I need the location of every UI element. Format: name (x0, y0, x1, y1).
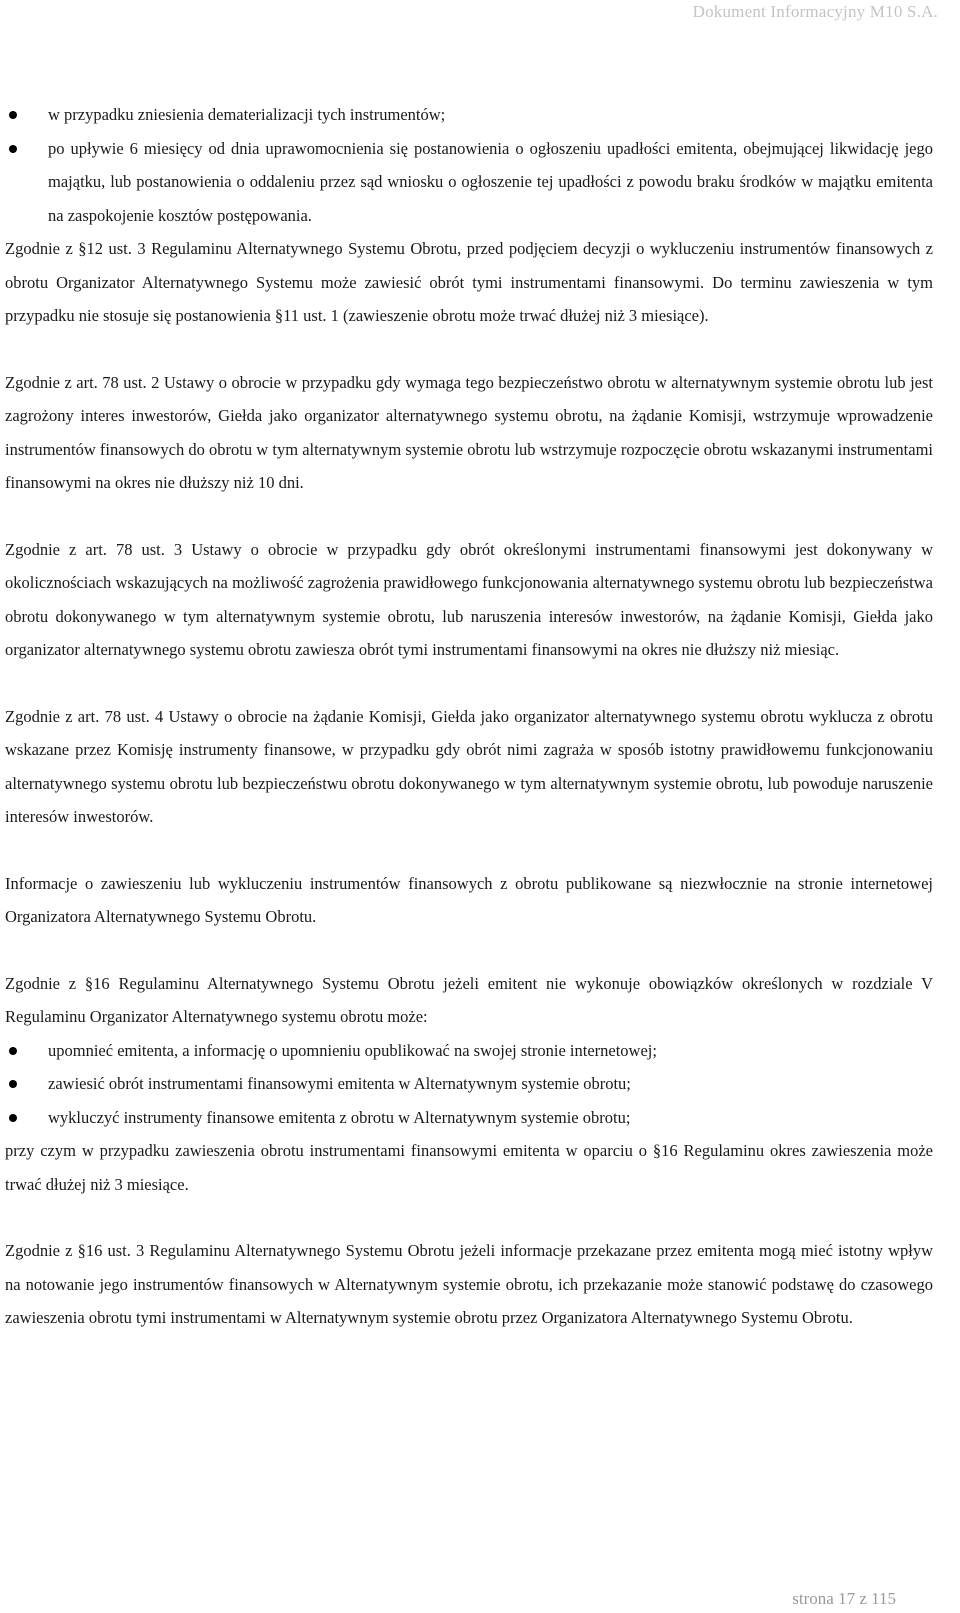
paragraph-16-3: Zgodnie z §16 ust. 3 Regulaminu Alternatywnego Systemu Obrotu jeżeli informacje przekazane przez emitenta mogą mieć istotny wpływ na notowanie jego instrumentów finansowych w Alternatywnym systemie obrotu, ich przekazanie może stanowić podstawę do czasowego zawieszenia obrotu tymi instrumentami w Alternatywnym systemie obrotu przez Organizatora Alternatywnego Systemu Obrotu. (5, 1241, 933, 1327)
bullet-list-sanctions (5, 1034, 933, 1135)
paragraph-art78-4: Zgodnie z art. 78 ust. 4 Ustawy o obrocie na żądanie Komisji, Giełda jako organizator alternatywnego systemu obrotu wyklucza z obrotu wskazane przez Komisję instrumenty finansowe, w przypadku gdy obrót nimi zagraża w sposób istotny prawidłowemu funkcjonowaniu alternatywnego systemu obrotu lub bezpieczeństwu obrotu dokonywanego w tym alternatywnym systemie obrotu, lub powoduje naruszenie interesów inwestorów. (5, 706, 933, 826)
list-item: zawiesić obrót instrumentami finansowymi emitenta w Alternatywnym systemie obrotu; (5, 1067, 933, 1101)
paragraph-spacer (5, 1201, 933, 1234)
document-body (5, 98, 933, 1335)
list-item: upomnieć emitenta, a informację o upomnieniu opublikować na swojej stronie internetowej; (5, 1034, 933, 1068)
bullet-list-top (5, 98, 933, 232)
paragraph-spacer (5, 834, 933, 867)
paragraph-16-suspension-period: przy czym w przypadku zawieszenia obrotu instrumentami finansowymi emitenta w oparciu o §16 Regulaminu okres zawieszenia może trwać dłużej niż 3 miesiące. (5, 1141, 933, 1194)
paragraph-art78-3: Zgodnie z art. 78 ust. 3 Ustawy o obrocie w przypadku gdy obrót określonymi instrumentami finansowymi jest dokonywany w okolicznościach wskazujących na możliwość zagrożenia prawidłowego funkcjonowania alternatywnego systemu obrotu lub bezpieczeństwa obrotu dokonywanego w tym alternatywnym systemie obrotu, lub naruszenia interesów inwestorów, na żądanie Komisji, Giełda jako organizator alternatywnego systemu obrotu zawiesza obrót tymi instrumentami finansowymi na okres nie dłuższy niż miesiąc. (5, 539, 933, 659)
list-item: po upływie 6 miesięcy od dnia uprawomocnienia się postanowienia o ogłoszeniu upadłości emitenta, obejmującej likwidację jego majątku, lub postanowienia o oddaleniu przez sąd wniosku o ogłoszenie tej upadłości z powodu braku środków w majątku emitenta na zaspokojenie kosztów postępowania. (5, 132, 933, 233)
paragraph-spacer (5, 500, 933, 533)
document-header-title: Dokument Informacyjny M10 S.A. (692, 2, 938, 21)
paragraph-16: Zgodnie z §16 Regulaminu Alternatywnego Systemu Obrotu jeżeli emitent nie wykonuje obowiązków określonych w rozdziale V Regulaminu Organizator Alternatywnego systemu obrotu może: (5, 973, 933, 1026)
paragraph-art78-2: Zgodnie z art. 78 ust. 2 Ustawy o obrocie w przypadku gdy wymaga tego bezpieczeństwo obrotu w alternatywnym systemie obrotu lub jest zagrożony interes inwestorów, Giełda jako organizator alternatywnego systemu obrotu, na żądanie Komisji, wstrzymuje wprowadzenie instrumentów finansowych do obrotu w tym alternatywnym systemie obrotu lub wstrzymuje rozpoczęcie obrotu wskazanymi instrumentami finansowymi na okres nie dłuższy niż 10 dni. (5, 372, 933, 492)
paragraph-spacer (5, 667, 933, 700)
page-number: strona 17 z 115 (792, 1589, 896, 1608)
paragraph-spacer (5, 934, 933, 967)
paragraph-12-3: Zgodnie z §12 ust. 3 Regulaminu Alternatywnego Systemu Obrotu, przed podjęciem decyzji o wykluczeniu instrumentów finansowych z obrotu Organizator Alternatywnego Systemu może zawiesić obrót tymi instrumentami finansowymi. Do terminu zawieszenia w tym przypadku nie stosuje się postanowienia §11 ust. 1 (zawieszenie obrotu może trwać dłużej niż 3 miesiące). (5, 239, 933, 325)
paragraph-publication: Informacje o zawieszeniu lub wykluczeniu instrumentów finansowych z obrotu publikowane są niezwłocznie na stronie internetowej Organizatora Alternatywnego Systemu Obrotu. (5, 873, 933, 926)
list-item: wykluczyć instrumenty finansowe emitenta z obrotu w Alternatywnym systemie obrotu; (5, 1101, 933, 1135)
list-item: w przypadku zniesienia dematerializacji tych instrumentów; (5, 98, 933, 132)
paragraph-spacer (5, 333, 933, 366)
